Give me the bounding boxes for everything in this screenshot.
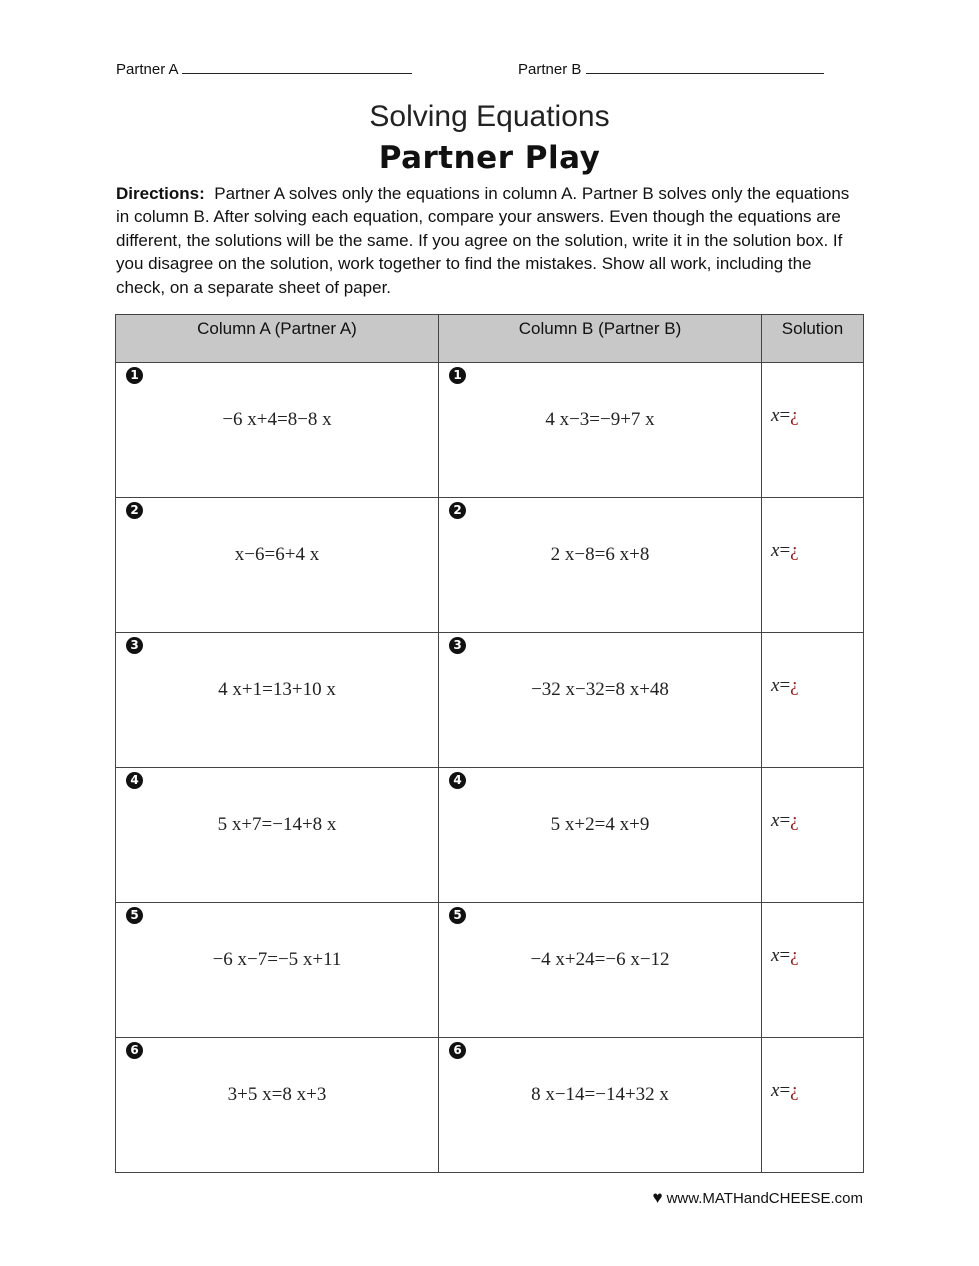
directions-label: Directions:: [116, 184, 205, 203]
cell-column-a: [116, 363, 439, 498]
equation-b: −32 x−32=8 x+48: [531, 679, 669, 700]
number-badge-icon: 4: [449, 772, 466, 789]
equation-b: 5 x+2=4 x+9: [550, 814, 650, 835]
number-badge-icon: 3: [449, 637, 466, 654]
table-row: [116, 903, 864, 1038]
number-badge-icon: 5: [449, 907, 466, 924]
cell-column-a: [116, 1038, 439, 1173]
cell-column-a: [116, 903, 439, 1038]
equation-a: −6 x−7=−5 x+11: [212, 949, 342, 970]
equation-a: 5 x+7=−14+8 x: [217, 814, 337, 835]
page-title: Solving Equations: [369, 100, 610, 133]
table-row: [116, 363, 864, 498]
solution-box[interactable]: [762, 768, 864, 903]
solution-box[interactable]: [762, 1038, 864, 1173]
solution-var: x: [771, 540, 780, 561]
table-row: [116, 633, 864, 768]
footer: [652, 1188, 863, 1208]
header-column-b: Column B (Partner B): [439, 315, 762, 363]
solution-mark: ¿: [790, 945, 799, 966]
solution-var: x: [771, 675, 780, 696]
directions: [116, 182, 856, 299]
number-badge-icon: 2: [449, 502, 466, 519]
solution-text: [771, 675, 799, 697]
number-badge-icon: 6: [449, 1042, 466, 1059]
cell-column-b: [439, 1038, 762, 1173]
solution-equals: =: [779, 405, 791, 426]
partner-b-blank[interactable]: [586, 58, 824, 74]
equation-a: x−6=6+4 x: [234, 544, 320, 565]
solution-mark: ¿: [790, 810, 799, 831]
solution-text: [771, 1080, 799, 1102]
solution-text: [771, 405, 799, 427]
partner-b-field: [518, 58, 824, 78]
header-column-a: Column A (Partner A): [116, 315, 439, 363]
solution-var: x: [771, 1080, 780, 1101]
solution-equals: =: [779, 810, 791, 831]
partner-a-field: [116, 58, 412, 78]
table-row: [116, 1038, 864, 1173]
equation-b: 2 x−8=6 x+8: [550, 544, 650, 565]
solution-text: [771, 945, 799, 967]
solution-var: x: [771, 405, 780, 426]
cell-column-b: [439, 363, 762, 498]
number-badge-icon: 3: [126, 637, 143, 654]
solution-box[interactable]: [762, 363, 864, 498]
solution-mark: ¿: [790, 675, 799, 696]
cell-column-a: [116, 633, 439, 768]
cell-column-b: [439, 633, 762, 768]
equations-table: [115, 314, 864, 1173]
number-badge-icon: 4: [126, 772, 143, 789]
cell-column-b: [439, 498, 762, 633]
footer-site-link[interactable]: www.MATHandCHEESE.com: [666, 1190, 863, 1207]
solution-text: [771, 810, 799, 832]
solution-box[interactable]: [762, 633, 864, 768]
partner-a-blank[interactable]: [182, 58, 412, 74]
solution-equals: =: [779, 540, 791, 561]
solution-var: x: [771, 810, 780, 831]
equation-a: 3+5 x=8 x+3: [227, 1084, 327, 1105]
number-badge-icon: 1: [449, 367, 466, 384]
solution-text: [771, 540, 799, 562]
equation-b: 8 x−14=−14+32 x: [531, 1084, 669, 1105]
equation-a: −6 x+4=8−8 x: [222, 409, 332, 430]
solution-equals: =: [779, 945, 791, 966]
solution-box[interactable]: [762, 498, 864, 633]
heart-icon: ♥: [652, 1188, 663, 1207]
header-solution: Solution: [762, 315, 864, 363]
partner-a-label: Partner A: [116, 61, 178, 78]
equation-b: −4 x+24=−6 x−12: [530, 949, 670, 970]
table-row: [116, 768, 864, 903]
table-row: [116, 498, 864, 633]
solution-mark: ¿: [790, 540, 799, 561]
table-header-row: [116, 315, 864, 363]
cell-column-a: [116, 498, 439, 633]
solution-mark: ¿: [790, 405, 799, 426]
solution-equals: =: [779, 1080, 791, 1101]
partner-b-label: Partner B: [518, 61, 582, 78]
equation-b: 4 x−3=−9+7 x: [545, 409, 655, 430]
cell-column-a: [116, 768, 439, 903]
equation-a: 4 x+1=13+10 x: [218, 679, 336, 700]
number-badge-icon: 2: [126, 502, 143, 519]
solution-mark: ¿: [790, 1080, 799, 1101]
solution-equals: =: [779, 675, 791, 696]
directions-text: Partner A solves only the equations in column A. Partner B solves only the equations in column B. After solving each equation, compare your answers. Even though the equations are different, the solutions will be the same. If you agree on the solution, write it in the solution box. If you disagree on the solution, work together to find the mistakes. Show all work, including the check, on a separate sheet of paper.: [116, 184, 850, 297]
solution-var: x: [771, 945, 780, 966]
number-badge-icon: 1: [126, 367, 143, 384]
number-badge-icon: 5: [126, 907, 143, 924]
number-badge-icon: 6: [126, 1042, 143, 1059]
cell-column-b: [439, 903, 762, 1038]
solution-box[interactable]: [762, 903, 864, 1038]
cell-column-b: [439, 768, 762, 903]
page-subtitle: Partner Play: [378, 140, 601, 176]
